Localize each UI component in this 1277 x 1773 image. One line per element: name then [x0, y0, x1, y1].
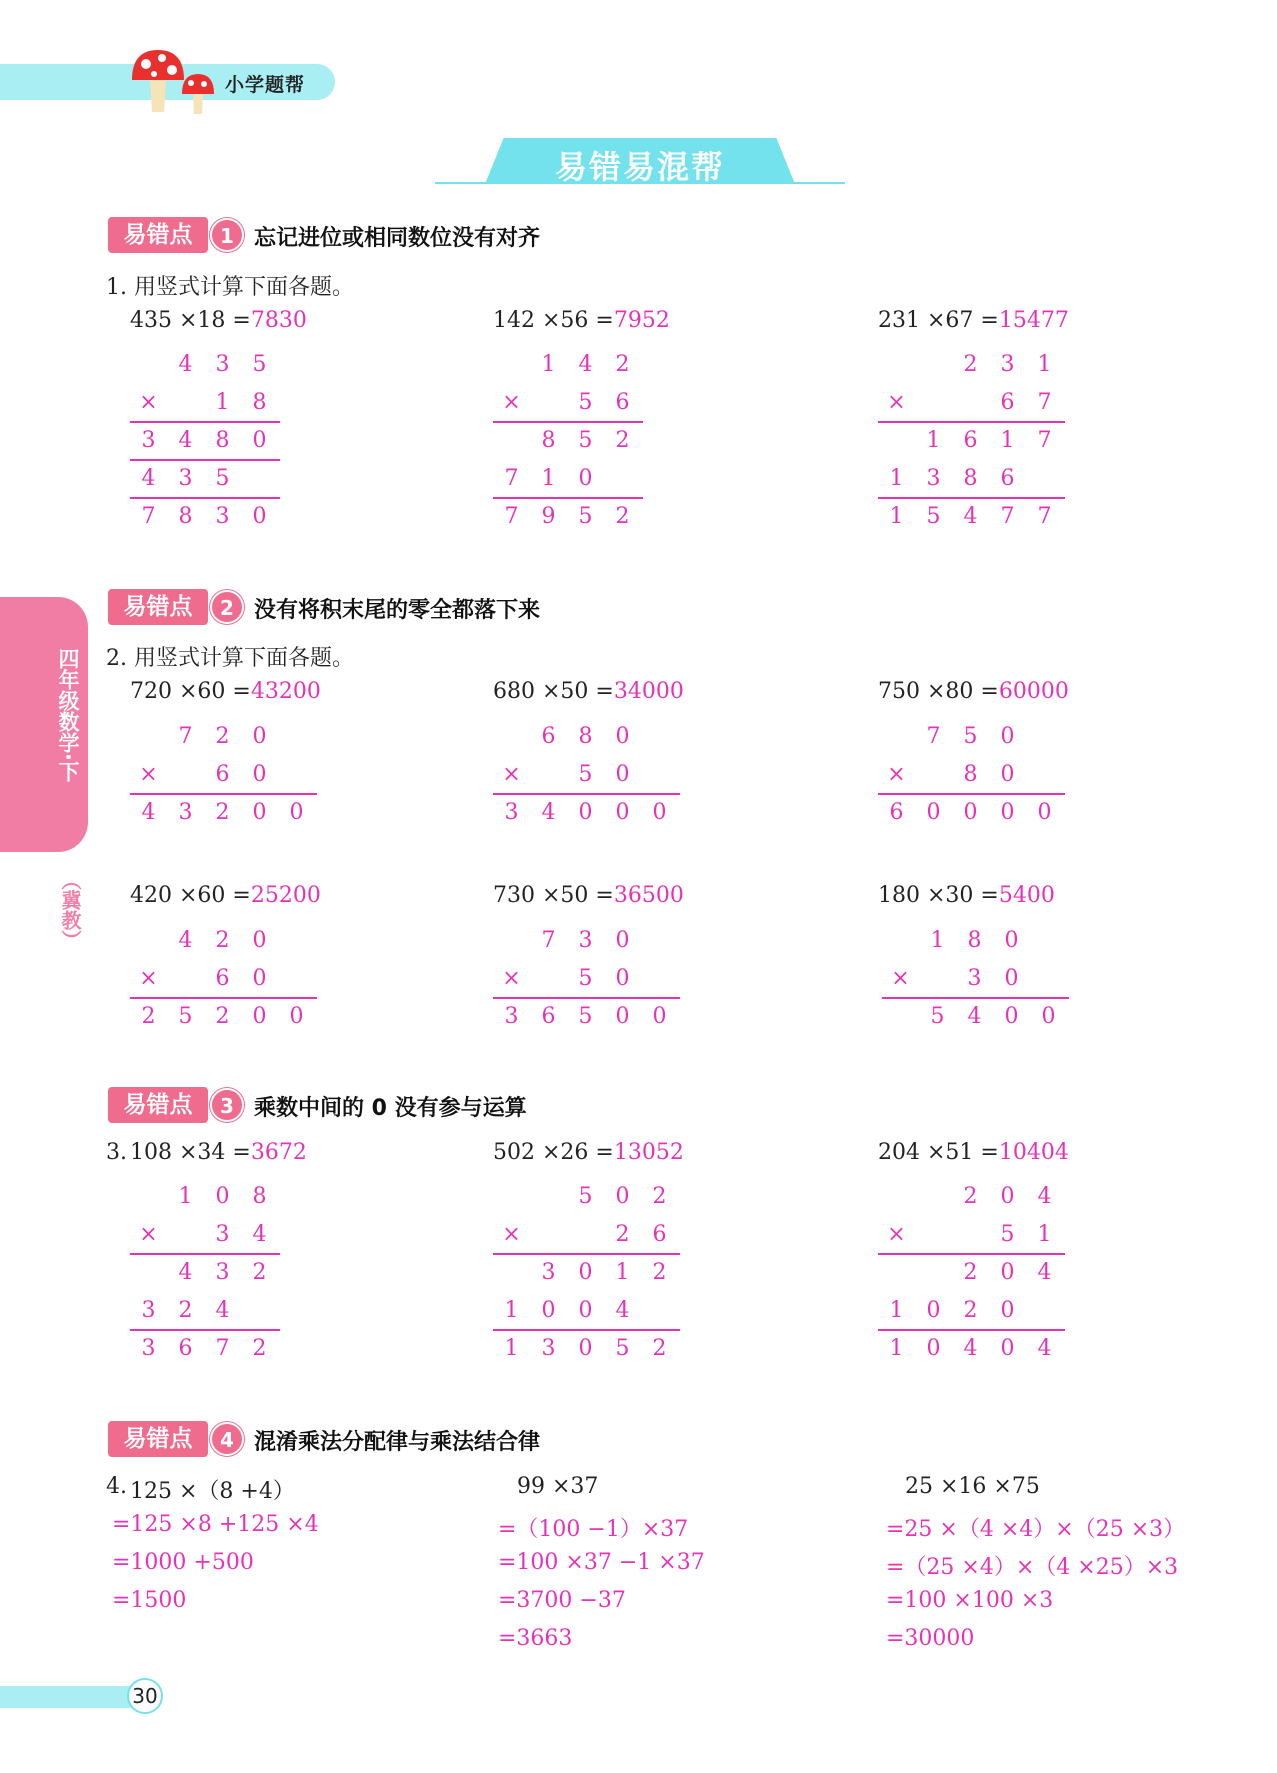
digit: 7	[926, 724, 941, 749]
digit: 0	[615, 1004, 630, 1029]
problem-expression: 720 ×60 =43200	[130, 679, 321, 704]
digit: 5	[615, 1336, 630, 1361]
digit: 0	[615, 1184, 630, 1209]
multiply-sign: ×	[502, 762, 521, 787]
digit: 0	[926, 800, 941, 825]
digit: 2	[963, 1184, 978, 1209]
digit: 3	[926, 466, 941, 491]
digit: 7	[504, 466, 519, 491]
calc-line	[878, 1253, 1065, 1255]
digit: 5	[578, 762, 593, 787]
digit: 3	[215, 1222, 230, 1247]
digit: 5	[963, 724, 978, 749]
solution-step: =25 ×（4 ×4）×（25 ×3）	[886, 1517, 1186, 1542]
digit: 2	[615, 1222, 630, 1247]
digit: 2	[215, 1004, 230, 1029]
digit: 1	[930, 928, 945, 953]
digit: 0	[615, 928, 630, 953]
digit: 1	[889, 504, 904, 529]
digit: 4	[178, 352, 193, 377]
digit: 3	[967, 966, 982, 991]
digit: 1	[1037, 1222, 1052, 1247]
problem-expression: 730 ×50 =36500	[493, 883, 684, 908]
digit: 6	[541, 1004, 556, 1029]
digit: 0	[252, 1004, 267, 1029]
problem-expression: 99 ×37	[517, 1474, 599, 1499]
digit: 8	[252, 1184, 267, 1209]
digit: 4	[541, 800, 556, 825]
digit: 8	[963, 762, 978, 787]
error-point-text: 忘记进位或相同数位没有对齐	[254, 226, 541, 251]
digit: 0	[252, 428, 267, 453]
error-point-number: 1	[210, 218, 244, 252]
digit: 2	[652, 1184, 667, 1209]
digit: 2	[652, 1260, 667, 1285]
digit: 0	[252, 504, 267, 529]
digit: 1	[889, 1336, 904, 1361]
problem-expression: 231 ×67 =15477	[878, 308, 1069, 333]
problem-answer: 10404	[998, 1140, 1069, 1165]
multiply-sign: ×	[139, 390, 158, 415]
digit: 2	[215, 800, 230, 825]
digit: 0	[615, 800, 630, 825]
solution-step: =（25 ×4）×（4 ×25）×3	[886, 1555, 1179, 1580]
calc-line	[493, 997, 680, 999]
digit: 7	[178, 724, 193, 749]
multiply-sign: ×	[502, 1222, 521, 1247]
multiply-sign: ×	[502, 390, 521, 415]
digit: 3	[541, 1336, 556, 1361]
digit: 0	[1000, 1260, 1015, 1285]
multiply-sign: ×	[139, 1222, 158, 1247]
solution-step: =100 ×37 −1 ×37	[498, 1550, 705, 1575]
digit: 2	[615, 428, 630, 453]
digit: 4	[178, 928, 193, 953]
problem-answer: 7952	[613, 308, 670, 333]
digit: 6	[1000, 390, 1015, 415]
digit: 4	[615, 1298, 630, 1323]
digit: 3	[178, 466, 193, 491]
error-point-badge: 易错点	[108, 1087, 208, 1123]
digit: 5	[930, 1004, 945, 1029]
error-point-number: 3	[210, 1088, 244, 1122]
digit: 5	[578, 1004, 593, 1029]
digit: 6	[178, 1336, 193, 1361]
digit: 1	[615, 1260, 630, 1285]
digit: 2	[963, 1260, 978, 1285]
digit: 4	[252, 1222, 267, 1247]
multiply-sign: ×	[887, 1222, 906, 1247]
calc-line	[130, 497, 280, 499]
digit: 0	[1004, 966, 1019, 991]
calc-line	[878, 793, 1065, 795]
digit: 4	[141, 466, 156, 491]
problem-answer: 15477	[998, 308, 1069, 333]
digit: 2	[615, 504, 630, 529]
problem-expression: 108 ×34 =3672	[130, 1140, 307, 1165]
digit: 0	[926, 1336, 941, 1361]
multiply-sign: ×	[891, 966, 910, 991]
problem-answer: 34000	[613, 679, 684, 704]
digit: 0	[615, 966, 630, 991]
solution-step: =1000 +500	[112, 1550, 254, 1575]
digit: 6	[963, 428, 978, 453]
multiply-sign: ×	[887, 762, 906, 787]
digit: 0	[1000, 1298, 1015, 1323]
digit: 3	[504, 800, 519, 825]
problem-answer: 36500	[613, 883, 684, 908]
digit: 0	[1000, 1336, 1015, 1361]
page-title: 易错易混帮	[554, 148, 725, 186]
digit: 0	[289, 1004, 304, 1029]
digit: 2	[963, 1298, 978, 1323]
digit: 3	[541, 1260, 556, 1285]
calc-line	[493, 1253, 680, 1255]
digit: 0	[652, 1004, 667, 1029]
question-1-label: 1. 用竖式计算下面各题。	[106, 275, 354, 300]
digit: 1	[178, 1184, 193, 1209]
digit: 3	[504, 1004, 519, 1029]
solution-step: =1500	[112, 1588, 187, 1613]
multiply-sign: ×	[139, 762, 158, 787]
digit: 5	[578, 966, 593, 991]
digit: 0	[578, 1260, 593, 1285]
digit: 1	[889, 466, 904, 491]
solution-step: =（100 −1）×37	[498, 1517, 689, 1542]
digit: 5	[578, 390, 593, 415]
digit: 0	[578, 1298, 593, 1323]
digit: 1	[889, 1298, 904, 1323]
calc-line	[130, 997, 317, 999]
digit: 7	[1037, 428, 1052, 453]
digit: 8	[541, 428, 556, 453]
digit: 0	[578, 800, 593, 825]
digit: 2	[215, 928, 230, 953]
digit: 5	[178, 1004, 193, 1029]
digit: 7	[215, 1336, 230, 1361]
calc-line	[130, 421, 280, 423]
digit: 1	[1000, 428, 1015, 453]
digit: 1	[1037, 352, 1052, 377]
digit: 5	[926, 504, 941, 529]
digit: 3	[215, 504, 230, 529]
problem-expression: 680 ×50 =34000	[493, 679, 684, 704]
digit: 9	[541, 504, 556, 529]
digit: 2	[615, 352, 630, 377]
digit: 4	[215, 1298, 230, 1323]
digit: 7	[1000, 504, 1015, 529]
digit: 0	[252, 928, 267, 953]
calc-line	[878, 497, 1065, 499]
digit: 4	[1037, 1260, 1052, 1285]
digit: 0	[215, 1184, 230, 1209]
digit: 8	[215, 428, 230, 453]
digit: 0	[615, 724, 630, 749]
error-point-text: 乘数中间的 0 没有参与运算	[254, 1096, 527, 1121]
page-number: 30	[127, 1678, 163, 1714]
solution-step: =125 ×8 +125 ×4	[112, 1512, 319, 1537]
side-tab-grade: 四年级数学·下	[56, 648, 80, 782]
digit: 3	[215, 1260, 230, 1285]
digit: 8	[578, 724, 593, 749]
digit: 0	[578, 466, 593, 491]
digit: 7	[1037, 504, 1052, 529]
multiply-sign: ×	[502, 966, 521, 991]
digit: 0	[252, 966, 267, 991]
page-number-bar	[0, 1686, 138, 1708]
calc-line	[493, 421, 643, 423]
error-point-badge: 易错点	[108, 589, 208, 625]
error-point-number: 2	[210, 590, 244, 624]
calc-line	[882, 997, 1069, 999]
digit: 0	[1000, 762, 1015, 787]
error-point-text: 没有将积末尾的零全都落下来	[254, 598, 541, 623]
calc-line	[878, 421, 1065, 423]
digit: 6	[652, 1222, 667, 1247]
digit: 4	[578, 352, 593, 377]
question-4-label: 4.	[106, 1474, 127, 1499]
digit: 1	[504, 1298, 519, 1323]
digit: 7	[504, 504, 519, 529]
digit: 7	[1037, 390, 1052, 415]
digit: 3	[215, 352, 230, 377]
digit: 7	[141, 504, 156, 529]
digit: 2	[652, 1336, 667, 1361]
digit: 1	[215, 390, 230, 415]
digit: 2	[252, 1336, 267, 1361]
digit: 0	[289, 800, 304, 825]
digit: 8	[963, 466, 978, 491]
digit: 1	[541, 352, 556, 377]
problem-answer: 25200	[250, 883, 321, 908]
solution-step: =100 ×100 ×3	[886, 1588, 1054, 1613]
problem-answer: 60000	[998, 679, 1069, 704]
question-3-label: 3.	[106, 1140, 127, 1165]
digit: 0	[926, 1298, 941, 1323]
digit: 5	[578, 1184, 593, 1209]
problem-expression: 142 ×56 =7952	[493, 308, 670, 333]
digit: 7	[541, 928, 556, 953]
digit: 6	[215, 966, 230, 991]
digit: 5	[578, 504, 593, 529]
problem-expression: 502 ×26 =13052	[493, 1140, 684, 1165]
digit: 0	[1004, 1004, 1019, 1029]
problem-expression: 25 ×16 ×75	[905, 1474, 1040, 1499]
digit: 4	[178, 428, 193, 453]
digit: 6	[215, 762, 230, 787]
problem-answer: 43200	[250, 679, 321, 704]
digit: 0	[1037, 800, 1052, 825]
mushroom-icon-small	[180, 72, 216, 116]
digit: 6	[541, 724, 556, 749]
error-point-badge: 易错点	[108, 217, 208, 253]
digit: 2	[252, 1260, 267, 1285]
brand-name: 小学题帮	[225, 74, 306, 96]
digit: 4	[963, 1336, 978, 1361]
digit: 8	[252, 390, 267, 415]
problem-expression: 125 ×（8 +4）	[130, 1479, 295, 1504]
problem-expression: 420 ×60 =25200	[130, 883, 321, 908]
error-point-badge: 易错点	[108, 1421, 208, 1457]
digit: 0	[1041, 1004, 1056, 1029]
error-point-text: 混淆乘法分配律与乘法结合律	[254, 1430, 541, 1455]
digit: 0	[1000, 800, 1015, 825]
digit: 3	[141, 1336, 156, 1361]
calc-line	[130, 459, 280, 461]
digit: 4	[963, 504, 978, 529]
digit: 0	[1004, 928, 1019, 953]
calc-line	[878, 1329, 1065, 1331]
multiply-sign: ×	[139, 966, 158, 991]
digit: 2	[178, 1298, 193, 1323]
solution-step: =30000	[886, 1626, 975, 1651]
problem-expression: 204 ×51 =10404	[878, 1140, 1069, 1165]
digit: 3	[141, 1298, 156, 1323]
digit: 3	[141, 428, 156, 453]
digit: 5	[252, 352, 267, 377]
calc-line	[493, 793, 680, 795]
digit: 3	[578, 928, 593, 953]
solution-step: =3663	[498, 1626, 573, 1651]
problem-answer: 5400	[998, 883, 1055, 908]
error-point-number: 4	[210, 1422, 244, 1456]
side-tab-edition: （冀教）	[58, 870, 82, 950]
question-2-label: 2. 用竖式计算下面各题。	[106, 646, 354, 671]
calc-line	[130, 1329, 280, 1331]
digit: 5	[1000, 1222, 1015, 1247]
digit: 1	[926, 428, 941, 453]
digit: 6	[1000, 466, 1015, 491]
digit: 8	[967, 928, 982, 953]
problem-expression: 180 ×30 =5400	[878, 883, 1055, 908]
digit: 4	[178, 1260, 193, 1285]
digit: 1	[504, 1336, 519, 1361]
digit: 1	[541, 466, 556, 491]
calc-line	[130, 793, 317, 795]
digit: 4	[967, 1004, 982, 1029]
digit: 5	[578, 428, 593, 453]
problem-answer: 7830	[250, 308, 307, 333]
digit: 0	[252, 800, 267, 825]
digit: 0	[578, 1336, 593, 1361]
digit: 0	[963, 800, 978, 825]
multiply-sign: ×	[887, 390, 906, 415]
digit: 8	[178, 504, 193, 529]
digit: 0	[1000, 724, 1015, 749]
digit: 4	[1037, 1184, 1052, 1209]
digit: 2	[963, 352, 978, 377]
calc-line	[130, 1253, 280, 1255]
digit: 0	[252, 762, 267, 787]
digit: 6	[615, 390, 630, 415]
digit: 3	[1000, 352, 1015, 377]
problem-expression: 750 ×80 =60000	[878, 679, 1069, 704]
digit: 0	[541, 1298, 556, 1323]
solution-step: =3700 −37	[498, 1588, 626, 1613]
digit: 4	[1037, 1336, 1052, 1361]
calc-line	[493, 1329, 680, 1331]
digit: 0	[1000, 1184, 1015, 1209]
problem-answer: 3672	[250, 1140, 307, 1165]
digit: 0	[652, 800, 667, 825]
digit: 2	[141, 1004, 156, 1029]
digit: 3	[178, 800, 193, 825]
calc-line	[493, 497, 643, 499]
digit: 6	[889, 800, 904, 825]
mushroom-icon	[128, 46, 188, 116]
digit: 0	[252, 724, 267, 749]
digit: 2	[215, 724, 230, 749]
digit: 0	[615, 762, 630, 787]
problem-answer: 13052	[613, 1140, 684, 1165]
digit: 5	[215, 466, 230, 491]
problem-expression: 435 ×18 =7830	[130, 308, 307, 333]
digit: 4	[141, 800, 156, 825]
